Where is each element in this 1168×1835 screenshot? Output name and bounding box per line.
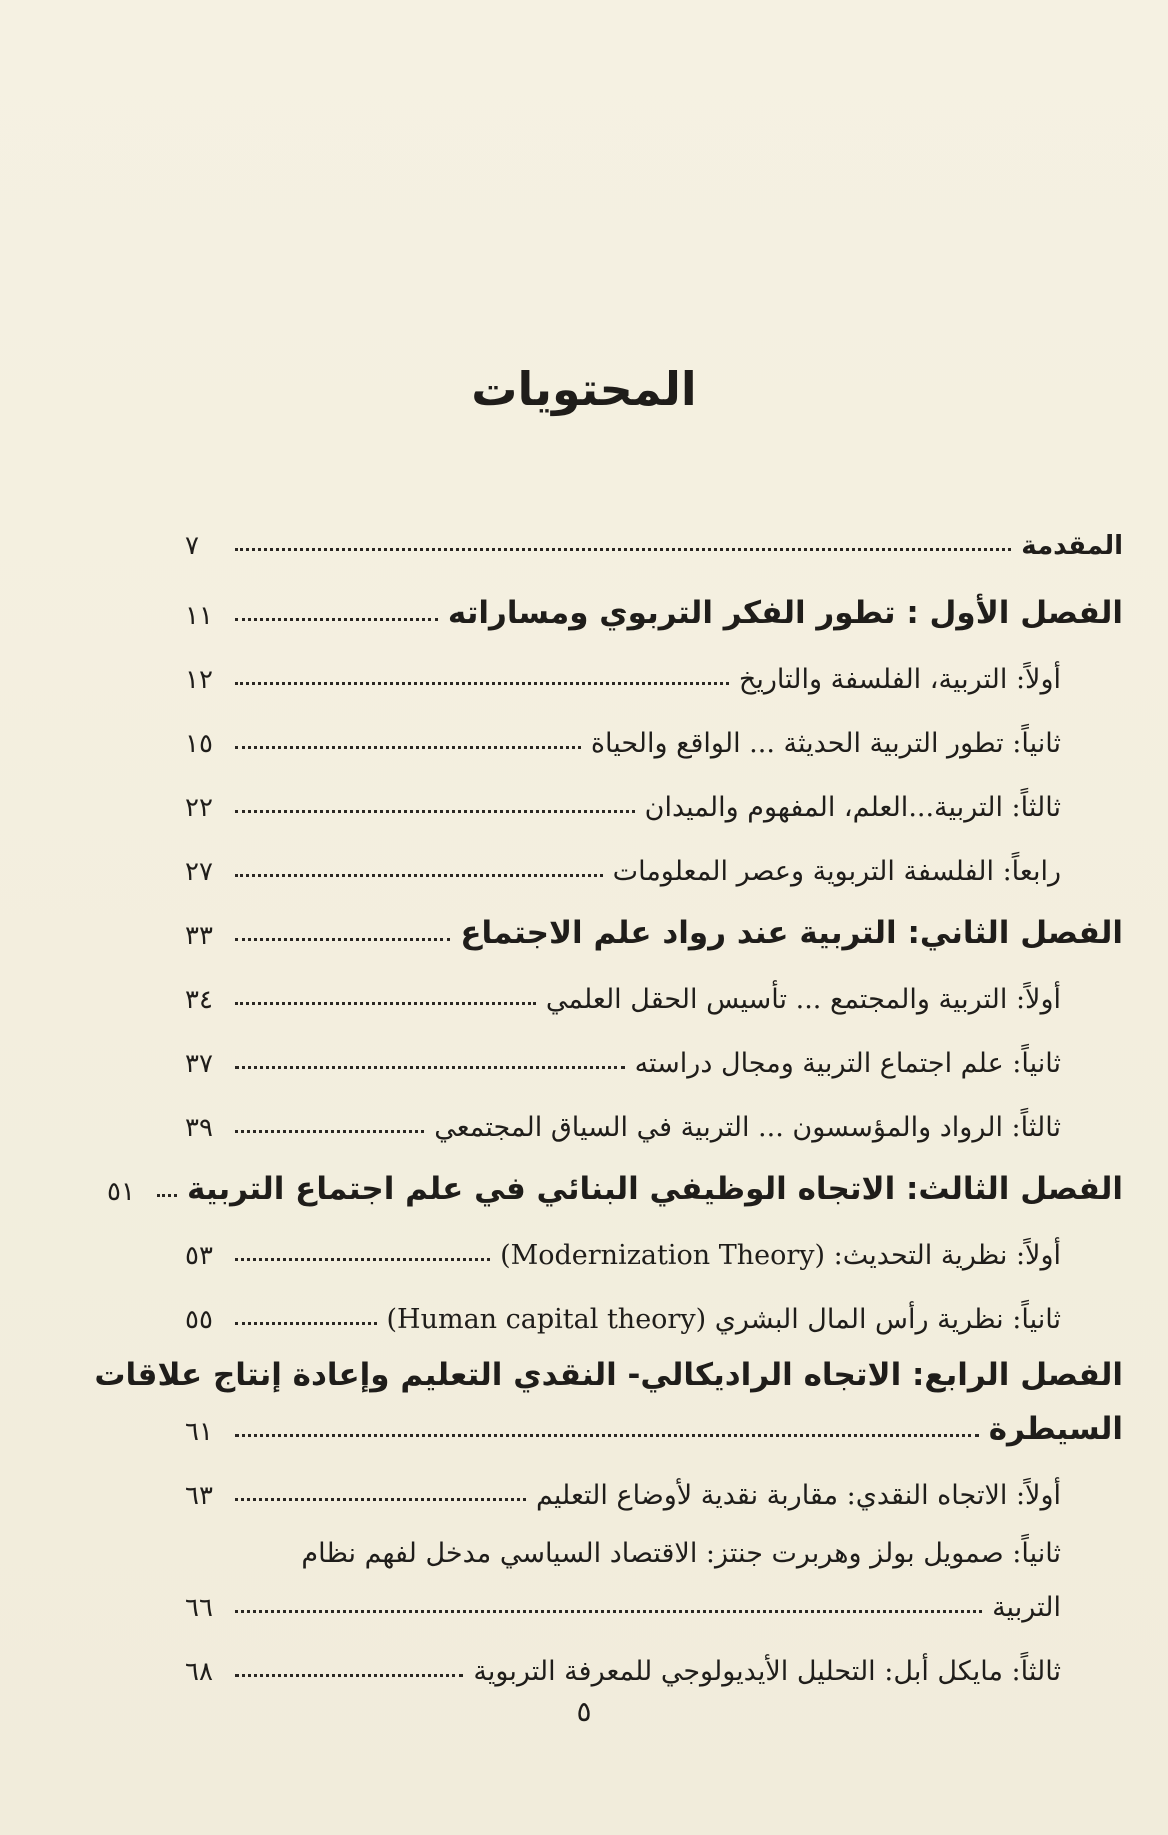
page-number: ٥ xyxy=(576,1695,592,1728)
toc-entry-chapter-2[interactable] xyxy=(185,889,1123,953)
toc-entry-section[interactable] xyxy=(185,1625,1123,1689)
toc-entry-chapter-3[interactable] xyxy=(107,1145,1123,1209)
dot-leader xyxy=(235,810,635,813)
toc-label: ثالثاً: التربية...العلم، المفهوم والميدان xyxy=(644,792,1061,823)
toc-label: الفصل الثالث: الاتجاه الوظيفي البنائي في علم اجتماع التربية xyxy=(187,1171,1123,1207)
dot-leader xyxy=(235,1498,526,1501)
toc-page-number: ٦١ xyxy=(185,1417,213,1447)
toc-label: الفصل الثاني: التربية عند رواد علم الاجتماع xyxy=(460,915,1123,951)
dot-leader xyxy=(157,1194,177,1197)
dot-leader xyxy=(235,1322,377,1325)
toc-entry-section-wrapped[interactable] xyxy=(185,1513,1123,1625)
toc-entry-section[interactable] xyxy=(185,761,1123,825)
toc-page-number: ١٢ xyxy=(185,665,213,695)
dot-leader xyxy=(235,938,450,941)
toc-entry-chapter-4[interactable] xyxy=(94,1337,1123,1449)
toc-page-number: ٦٦ xyxy=(185,1593,213,1623)
toc-page-number: ٣٩ xyxy=(185,1113,213,1143)
toc-label: ثالثاً: مايكل أبل: التحليل الأيديولوجي للمعرفة التربوية xyxy=(473,1656,1061,1687)
toc-label: أولاً: التربية والمجتمع ... تأسيس الحقل العلمي xyxy=(545,984,1061,1015)
toc-label: ثالثاً: الرواد والمؤسسون ... التربية في السياق المجتمعي xyxy=(434,1112,1061,1143)
toc-entry-section[interactable] xyxy=(185,1209,1123,1273)
toc-page-number: ٣٤ xyxy=(185,985,213,1015)
dot-leader xyxy=(235,548,1011,551)
toc-page-number: ١١ xyxy=(185,601,213,631)
dot-leader xyxy=(235,1434,979,1437)
toc-label: ثانياً: تطور التربية الحديثة ... الواقع والحياة xyxy=(590,728,1061,759)
page-title: المحتويات xyxy=(471,362,697,416)
toc-entry-introduction[interactable] xyxy=(185,505,1123,563)
toc-label: الفصل الأول : تطور الفكر التربوي ومساراته xyxy=(447,595,1123,631)
toc-label: أولاً: نظرية التحديث: (Modernization Theory) xyxy=(500,1240,1061,1271)
toc-entry-section[interactable] xyxy=(185,697,1123,761)
toc-label: السيطرة xyxy=(988,1411,1123,1447)
toc-page-number: ١٥ xyxy=(185,729,213,759)
toc-label: أولاً: التربية، الفلسفة والتاريخ xyxy=(738,664,1061,695)
toc-label: التربية xyxy=(992,1592,1061,1623)
toc-label-line: ثانياً: صمويل بولز وهربرت جنتز: الاقتصاد السياسي مدخل لفهم نظام xyxy=(301,1538,1061,1569)
toc-entry-section[interactable] xyxy=(185,953,1123,1017)
dot-leader xyxy=(235,618,438,621)
toc-page-number: ٥٣ xyxy=(185,1241,213,1271)
toc-page-number: ٢٢ xyxy=(185,793,213,823)
dot-leader xyxy=(235,874,603,877)
dot-leader xyxy=(235,1674,463,1677)
toc-entry-section[interactable] xyxy=(185,1081,1123,1145)
toc-page-number: ٦٨ xyxy=(185,1657,213,1687)
toc-page-number: ٢٧ xyxy=(185,857,213,887)
toc-page-number: ٧ xyxy=(185,531,199,561)
toc-entry-section[interactable] xyxy=(185,1017,1123,1081)
toc-page-number: ٣٧ xyxy=(185,1049,213,1079)
toc-label: ثانياً: نظرية رأس المال البشري (Human capital theory) xyxy=(386,1304,1061,1335)
table-of-contents xyxy=(94,505,1123,1689)
dot-leader xyxy=(235,1002,536,1005)
toc-page-number: ٦٣ xyxy=(185,1481,213,1511)
toc-entry-chapter-1[interactable] xyxy=(185,569,1123,633)
toc-entry-section[interactable] xyxy=(185,1449,1123,1513)
toc-page-number: ٥٥ xyxy=(185,1305,213,1335)
toc-label: رابعاً: الفلسفة التربوية وعصر المعلومات xyxy=(612,856,1061,887)
dot-leader xyxy=(235,1130,424,1133)
toc-label: أولاً: الاتجاه النقدي: مقاربة نقدية لأوضاع التعليم xyxy=(535,1480,1061,1511)
toc-entry-section[interactable] xyxy=(185,1273,1123,1337)
toc-page-number: ٣٣ xyxy=(185,921,213,951)
dot-leader xyxy=(235,1258,490,1261)
toc-entry-section[interactable] xyxy=(185,633,1123,697)
toc-entry-section[interactable] xyxy=(185,825,1123,889)
toc-label-line: الفصل الرابع: الاتجاه الراديكالي- النقدي التعليم وإعادة إنتاج علاقات xyxy=(94,1357,1123,1393)
toc-label: ثانياً: علم اجتماع التربية ومجال دراسته xyxy=(634,1048,1061,1079)
toc-page-number: ٥١ xyxy=(107,1177,135,1207)
dot-leader xyxy=(235,1066,625,1069)
toc-label: المقدمة xyxy=(1021,531,1123,561)
dot-leader xyxy=(235,1610,982,1613)
dot-leader xyxy=(235,682,729,685)
dot-leader xyxy=(235,746,581,749)
